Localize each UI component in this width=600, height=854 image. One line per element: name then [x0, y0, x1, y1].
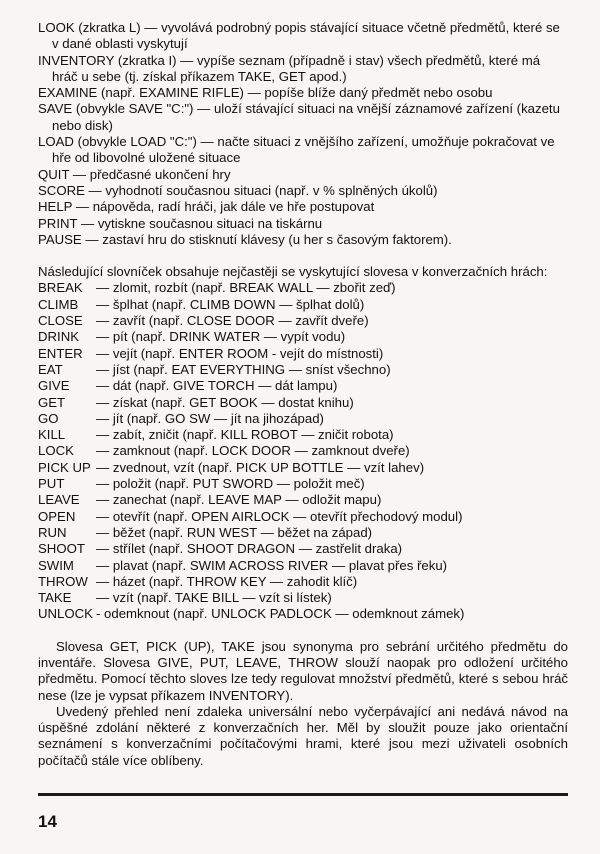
vocab-definition: — získat (např. GET BOOK — dostat knihu) [96, 394, 354, 410]
paragraph-overview: Uvedený přehled není zdaleka universální nebo vyčerpávající ani nedává návod na úspěšné zdolání některé z konverzačních her. Měl by sloužit pouze jako orientační seznámení s konverzačními počítačovými hrami, které jsou mezi uživateli osobních počítačů stále více oblíbeny. [38, 703, 568, 768]
vocab-list [38, 280, 568, 622]
command-list [38, 20, 568, 248]
command-print: PRINT — vytiskne současnou situaci na tiskárnu [38, 215, 323, 231]
vocab-row [38, 411, 568, 427]
vocab-word: RUN [38, 524, 67, 540]
vocab-row [38, 378, 568, 394]
vocab-row [38, 460, 568, 476]
vocab-definition: — jít (např. GO SW — jít na jihozápad) [96, 410, 324, 426]
vocab-word: TAKE [38, 590, 72, 606]
command-save: SAVE (obvykle SAVE "C:") — uloží stávající situaci na vnější záznamové zařízení (kazetu nebo disk) [38, 101, 560, 133]
page-body [38, 20, 568, 769]
vocab-word: GIVE [38, 378, 70, 394]
vocab-word: OPEN [38, 508, 76, 524]
vocab-definition: — šplhat (např. CLIMB DOWN — šplhat dolů) [96, 296, 365, 312]
vocab-word: CLOSE [38, 313, 83, 329]
vocab-definition: — otevřít (např. OPEN AIRLOCK — otevřít přechodový modul) [96, 508, 463, 524]
vocab-definition: — zabít, zničit (např. KILL ROBOT — zničit robota) [96, 427, 394, 443]
vocab-definition: — dát (např. GIVE TORCH — dát lampu) [96, 378, 338, 394]
vocab-word: GET [38, 394, 66, 410]
command-load: LOAD (obvykle LOAD "C:") — načte situaci z vnějšího zařízení, umožňuje pokračovat ve hře od libovolné uložené situace [38, 134, 555, 166]
vocab-word: PUT [38, 476, 65, 492]
vocab-word: BREAK [38, 280, 83, 296]
paragraph-synonyms: Slovesa GET, PICK (UP), TAKE jsou synonyma pro sebrání určitého předmětu do inventáře. Slovesa GIVE, PUT, LEAVE, THROW slouží naopak pro odložení určitého předmětu. Pomocí těchto sloves lze tedy regulovat množství předmětů, které s sebou hráč nese (lze je vypsat příkazem INVENTORY). [38, 638, 568, 703]
vocab-intro: Následující slovníček obsahuje nejčastěji se vyskytující slovesa v konverzačních hrách: [38, 264, 548, 280]
command-examine: EXAMINE (např. EXAMINE RIFLE) — popíše blíže daný předmět nebo osobu [38, 85, 493, 101]
vocab-row [38, 590, 568, 606]
vocab-definition: — zlomit, rozbít (např. BREAK WALL — zbořit zeď) [96, 280, 396, 296]
vocab-word: LEAVE [38, 492, 80, 508]
vocab-row [38, 574, 568, 590]
command-inventory: INVENTORY (zkratka I) — vypíše seznam (případně i stav) všech předmětů, které má hráč u sebe (tj. získal příkazem TAKE, GET apod.) [38, 52, 541, 84]
vocab-word: CLIMB [38, 296, 79, 312]
vocab-definition: — položit (např. PUT SWORD — položit meč) [96, 476, 365, 492]
vocab-definition: — běžet (např. RUN WEST — běžet na západ) [96, 524, 373, 540]
vocab-row [38, 525, 568, 541]
vocab-row [38, 606, 568, 622]
page-number: 14 [38, 812, 57, 831]
vocab-definition: — vzít (např. TAKE BILL — vzít si lístek) [96, 590, 332, 606]
vocab-word: DRINK [38, 329, 80, 345]
vocab-row [38, 280, 568, 296]
vocab-row [38, 297, 568, 313]
vocab-definition: — vejít (např. ENTER ROOM - vejít do místnosti) [96, 345, 384, 361]
vocab-word: UNLOCK [38, 606, 93, 622]
vocab-row [38, 329, 568, 345]
vocab-word: THROW [38, 573, 88, 589]
vocab-definition: — zavřít (např. CLOSE DOOR — zavřít dveře) [96, 313, 369, 329]
vocab-row [38, 541, 568, 557]
vocab-word: SWIM [38, 557, 74, 573]
vocab-row [38, 427, 568, 443]
vocab-word: SHOOT [38, 541, 85, 557]
command-pause: PAUSE — zastaví hru do stisknutí klávesy (u her s časovým faktorem). [38, 231, 452, 247]
vocab-word: PICK UP [38, 459, 91, 475]
command-score: SCORE — vyhodnotí současnou situaci (např. v % splněných úkolů) [38, 182, 438, 198]
command-look: LOOK (zkratka L) — vyvolává podrobný popis stávající situace včetně předmětů, které se v dané oblasti vyskytují [38, 20, 560, 52]
vocab-word: KILL [38, 427, 66, 443]
vocab-definition: — zvednout, vzít (např. PICK UP BOTTLE — vzít lahev) [96, 459, 425, 475]
vocab-row [38, 362, 568, 378]
vocab-row [38, 476, 568, 492]
vocab-row [38, 558, 568, 574]
vocab-definition: — jíst (např. EAT EVERYTHING — sníst všechno) [96, 361, 391, 377]
vocab-definition: - odemknout (např. UNLOCK PADLOCK — odemknout zámek) [96, 606, 465, 622]
vocab-word: GO [38, 410, 59, 426]
vocab-row [38, 346, 568, 362]
vocab-definition: — zamknout (např. LOCK DOOR — zamknout dveře) [96, 443, 410, 459]
vocab-row [38, 443, 568, 459]
vocab-word: LOCK [38, 443, 74, 459]
vocab-definition: — pít (např. DRINK WATER — vypít vodu) [96, 329, 346, 345]
command-quit: QUIT — předčasné ukončení hry [38, 166, 231, 182]
vocab-word: ENTER [38, 345, 83, 361]
footer-rule [38, 793, 568, 796]
vocab-definition: — střílet (např. SHOOT DRAGON — zastřelit draka) [96, 541, 403, 557]
vocab-row [38, 313, 568, 329]
command-help: HELP — nápověda, radí hráči, jak dále ve hře postupovat [38, 199, 375, 215]
vocab-row [38, 509, 568, 525]
vocab-row [38, 395, 568, 411]
vocab-row [38, 492, 568, 508]
spacer [38, 623, 568, 639]
spacer [38, 248, 568, 264]
vocab-definition: — házet (např. THROW KEY — zahodit klíč) [96, 573, 358, 589]
vocab-word: EAT [38, 361, 63, 377]
vocab-definition: — plavat (např. SWIM ACROSS RIVER — plavat přes řeku) [96, 557, 448, 573]
vocab-definition: — zanechat (např. LEAVE MAP — odložit mapu) [96, 492, 382, 508]
